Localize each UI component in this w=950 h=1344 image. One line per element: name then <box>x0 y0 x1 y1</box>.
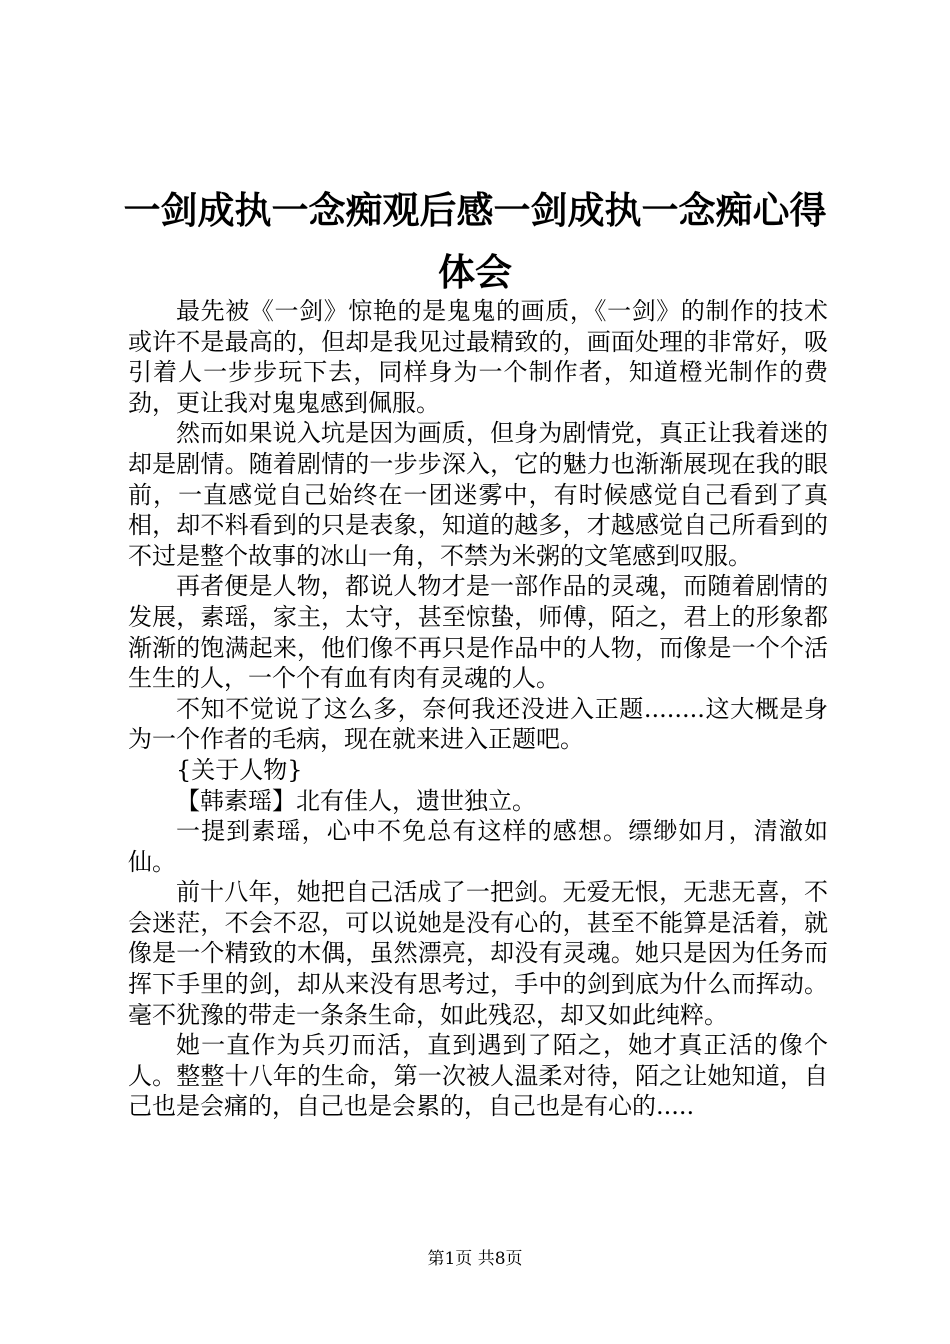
paragraph-5: 一提到素瑶，心中不免总有这样的感想。缥缈如月，清澈如仙。 <box>128 817 828 876</box>
paragraph-1: 最先被《一剑》惊艳的是鬼鬼的画质，《一剑》的制作的技术或许不是最高的，但却是我见过最精致的，画面处理的非常好，吸引着人一步步玩下去，同样身为一个制作者，知道橙光制作的费劲，更让我对鬼鬼感到佩服。 <box>128 297 828 417</box>
paragraph-4: 不知不觉说了这么多，奈何我还没进入正题........这大概是身为一个作者的毛病，现在就来进入正题吧。 <box>128 694 828 754</box>
paragraph-7: 她一直作为兵刃而活，直到遇到了陌之，她才真正活的像个人。整整十八年的生命，第一次被人温柔对待，陌之让她知道，自己也是会痛的，自己也是会累的，自己也是有心的..... <box>128 1031 828 1121</box>
paragraph-3: 再者便是人物，都说人物才是一部作品的灵魂，而随着剧情的发展，素瑶，家主，太守，甚至惊蛰，师傅，陌之，君上的形象都渐渐的饱满起来，他们像不再只是作品中的人物，而像是一个个活生生的人，一个个有血有肉有灵魂的人。 <box>128 572 828 693</box>
section-heading-characters: {关于人物} <box>176 755 303 784</box>
paragraph-2: 然而如果说入坑是因为画质，但身为剧情党，真正让我着迷的却是剧情。随着剧情的一步步深入，它的魅力也渐渐展现在我的眼前，一直感觉自己始终在一团迷雾中，有时候感觉自己看到了真相，却不料看到的只是表象，知道的越多，才越感觉自己所看到的不过是整个故事的冰山一角，不禁为米粥的文笔感到叹服。 <box>128 419 828 570</box>
character-heading-han-suyao: 【韩素瑶】北有佳人，遗世独立。 <box>176 786 536 815</box>
document-body <box>128 296 828 1122</box>
paragraph-6: 前十八年，她把自己活成了一把剑。无爱无恨，无悲无喜，不会迷茫，不会不忍，可以说她是没有心的，甚至不能算是活着，就像是一个精致的木偶，虽然漂亮，却没有灵魂。她只是因为任务而挥下手里的剑，却从来没有思考过，手中的剑到底为什么而挥动。毫不犹豫的带走一条条生命，如此残忍，却又如此纯粹。 <box>128 878 828 1029</box>
page-footer: 第1页 共8页 <box>427 1249 523 1269</box>
document-title: 一剑成执一念痴观后感一剑成执一念痴心得体会 <box>123 189 827 294</box>
